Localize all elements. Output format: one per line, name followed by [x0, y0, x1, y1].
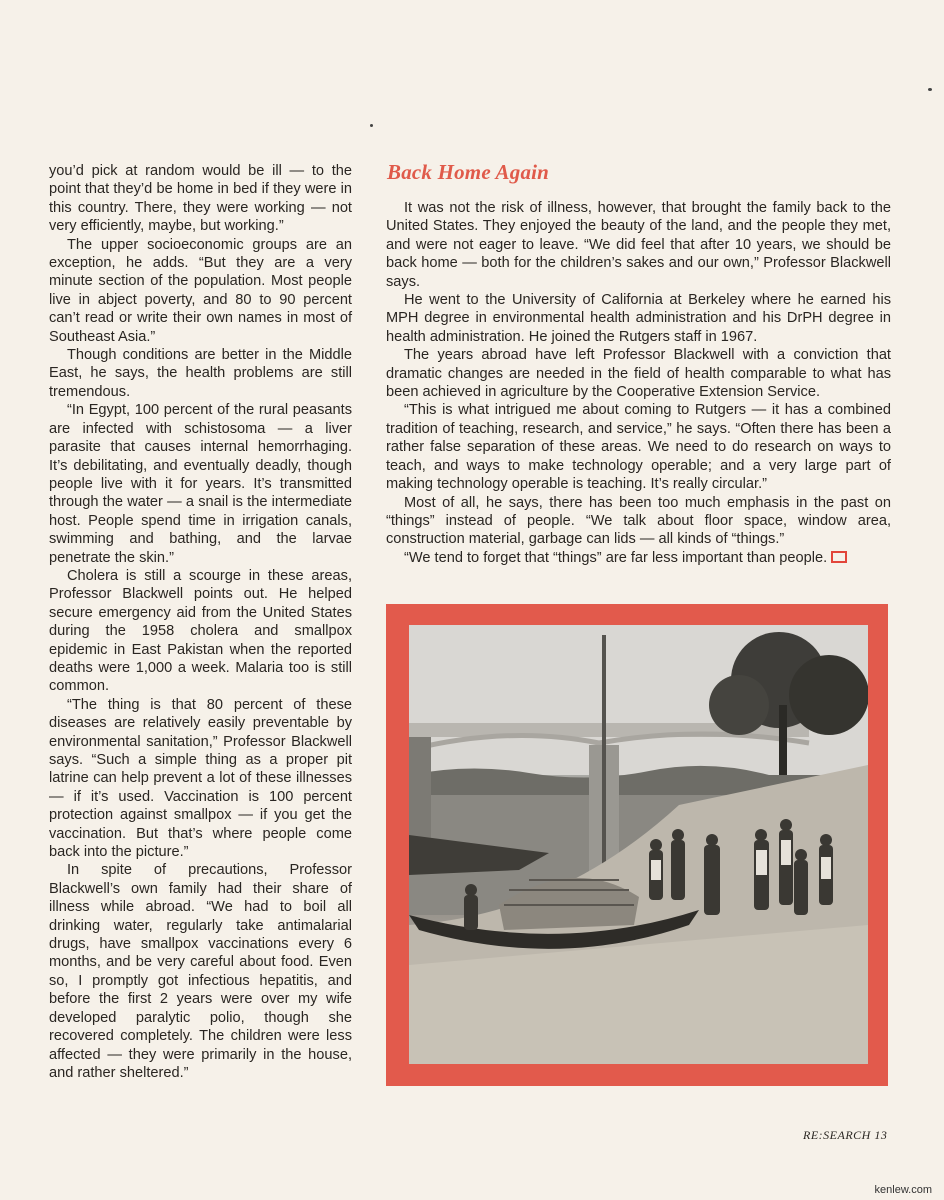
paragraph: He went to the University of California at Berkeley where he earned his MPH degree in environmental health administration and his DrPH degree in health administration. He joined the Rutgers staff in 1967.	[386, 292, 891, 345]
paragraph: “In Egypt, 100 percent of the rural peasants are infected with schistosoma — a liver parasite that causes internal hemorrhaging. It’s debilitating, and eventually deadly, though people live with it for years. It’s transmitted through the water — a snail is the intermediate host. People spend time in irrigation canals, swimming and bathing, and the larvae penetrate the skin.”	[49, 402, 352, 566]
paragraph-last	[386, 549, 891, 567]
paragraph-text: “We tend to forget that “things” are far less important than people.	[404, 549, 828, 566]
paragraph: The years abroad have left Professor Blackwell with a conviction that dramatic changes are needed in the field of health comparable to what has been achieved in agriculture by the Cooperative Extension Service.	[386, 347, 891, 401]
section-heading: Back Home Again	[387, 160, 550, 184]
paragraph: you’d pick at random would be ill — to the point that they’d be home in bed if they were in this country. There, they were working — not very efficiently, maybe, but working.”	[49, 163, 352, 235]
paragraph: Cholera is still a scourge in these areas, Professor Blackwell points out. He helped secure emergency aid from the United States during the 1958 cholera and smallpox epidemic in East Pakistan when the reported deaths were 1,000 a week. Malaria too is still common.	[49, 567, 352, 695]
end-mark-icon	[831, 551, 847, 563]
photo-illustration	[409, 625, 868, 1064]
paragraph: The upper socioeconomic groups are an exception, he adds. “But they are a very minute section of the population. Most people live in abject poverty, and 80 to 90 percent can’t read or write their own names in most of Southeast Asia.”	[49, 236, 352, 345]
ink-speck	[370, 124, 373, 127]
page-footer: RE:SEARCH 13	[803, 1128, 888, 1142]
paragraph: “The thing is that 80 percent of these diseases are relatively easily preventable by environmental sanitation,” Professor Blackwell says. “Such a simple thing as a proper pit latrine can help prevent a lot of these illnesses — if it’s used. Vaccination is 100 percent protection against smallpox — if you get the vaccination. But that’s where people come back into the picture.”	[49, 696, 352, 861]
paragraph: Though conditions are better in the Middle East, he says, the health problems are still tremendous.	[49, 347, 352, 400]
paragraph: In spite of precautions, Professor Blackwell’s own family had their share of illness while abroad. “We had to boil all drinking water, regularly take antimalarial drugs, have smallpox vaccinations every 6 months, and be very careful about food. Even so, I promptly got infectious hepatitis, and before the first 2 years were over my wife developed paralytic polio, though she recovered completely. The children were less affected — they were primarily in the house, and rather sheltered.”	[49, 862, 352, 1081]
watermark: kenlew.com	[874, 1184, 932, 1196]
river-boat-photo	[409, 625, 868, 1064]
paragraph: Most of all, he says, there has been too much emphasis in the past on “things” instead of people. “We talk about floor space, window area, construction material, garbage can lids — all kinds of “things.”	[386, 494, 891, 548]
paragraph: It was not the risk of illness, however, that brought the family back to the United States. They enjoyed the beauty of the land, and the people they met, and were not eager to leave. “We did feel that after 10 years, we should be back home — both for the children’s sakes and our own,” Professor Blackwell says.	[386, 200, 891, 290]
right-column-text	[386, 199, 891, 567]
ink-speck	[928, 88, 932, 91]
photo-frame	[386, 604, 888, 1086]
left-column-text	[49, 162, 352, 1082]
paragraph: “This is what intrigued me about coming to Rutgers — it has a combined tradition of teaching, research, and service,” he says. “Often there has been a rather false separation of these areas. We need to do research on ways to teach, and ways to make technology operable; and a very large part of making technology operable is teaching. It’s really circular.”	[386, 402, 891, 493]
